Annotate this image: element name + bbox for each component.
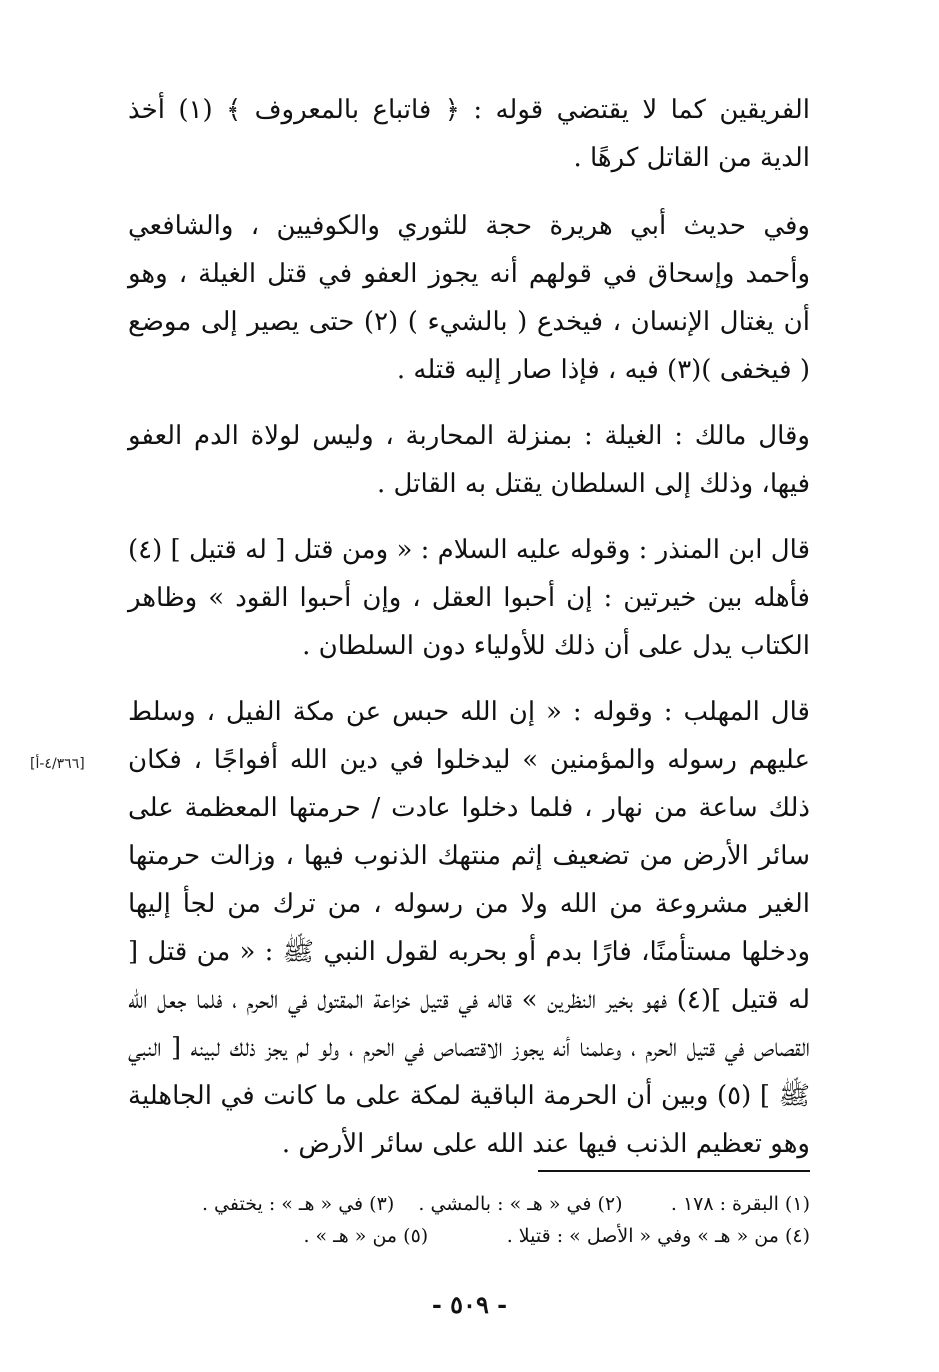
footnotes — [128, 1188, 810, 1252]
footnote-line: (٤) من « هـ » وفي « الأصل » : قتيلا . (٥) من « هـ » . — [303, 1225, 810, 1247]
manuscript-folio-note: [٤/٣٦٦-أ] — [30, 756, 85, 772]
paragraph: قال المهلب : وقوله : « إن الله حبس عن مكة الفيل ، وسلط عليهم رسوله والمؤمنين » ليدخلوا في دين الله أفواجًا ، فكان ذلك ساعة من نهار ، فلما دخلوا عادت / حرمتها المعظمة على سائر الأرض من تضعيف إثم منتهك الذنوب فيها ، وزالت حرمتها الغير مشروعة من الله ولا من رسوله ، من ترك من لجأ إليها ودخلها مستأمنًا، فارًا بدم أو بحربه لقول النبي ﷺ : « من قتل [ له قتيل ](٤) فهو بخير النظرين » قاله في قتيل خزاعة المقتول في الحرم ، فلما جعل الله القصاص في قتيل الحرم ، وعلمنا أنه يجوز الاقتصاص في الحرم ، ولو لم يجز ذلك لبينه [ النبي ﷺ ] (٥) وبين أن الحرمة الباقية لمكة على ما كانت في الجاهلية وهو تعظيم الذنب فيها عند الله على سائر الأرض . — [128, 697, 810, 1159]
paragraph: الفريقين كما لا يقتضي قوله : ﴿ فاتباع بالمعروف ﴾ (١) أخذ الدية من القاتل كرهًا . — [128, 95, 810, 173]
page-number: - ٥٠٩ - — [431, 1290, 508, 1319]
paragraph: قال ابن المنذر : وقوله عليه السلام : « ومن قتل [ له قتيل ] (٤) فأهله بين خيرتين : إن أحبوا العقل ، وإن أحبوا القود » وظاهر الكتاب يدل على أن ذلك للأولياء دون السلطان . — [128, 535, 810, 661]
paragraph: وفي حديث أبي هريرة حجة للثوري والكوفيين ، والشافعي وأحمد وإسحاق في قولهم أنه يجوز العفو في قتل الغيلة ، وهو أن يغتال الإنسان ، فيخدع ( بالشيء ) (٢) حتى يصير إلى موضع ( فيخفى )(٣) فيه ، فإذا صار إليه قتله . — [128, 211, 810, 385]
footnote-line: (١) البقرة : ١٧٨ . (٢) في « هـ » : بالمشي . (٣) في « هـ » : يختفي . — [201, 1193, 810, 1215]
footnote-divider — [538, 1170, 810, 1172]
paragraph: وقال مالك : الغيلة : بمنزلة المحاربة ، وليس لولاة الدم العفو فيها، وذلك إلى السلطان يقتل به القاتل . — [128, 421, 810, 499]
page-body — [128, 86, 810, 1186]
